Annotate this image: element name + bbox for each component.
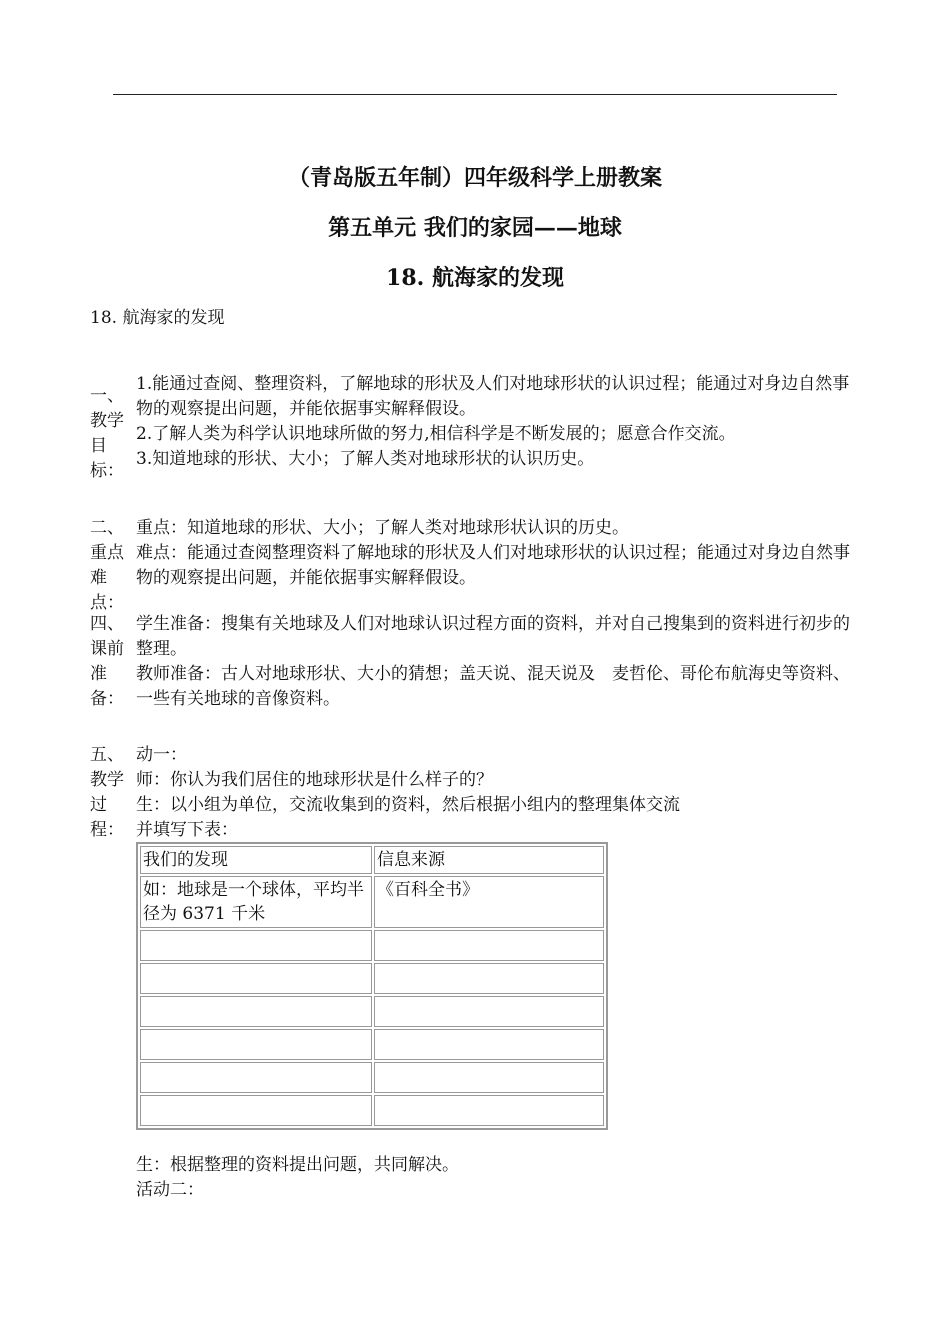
lesson-title: 18. 航海家的发现 xyxy=(386,265,564,291)
table-cell xyxy=(140,1062,372,1093)
section-body xyxy=(136,743,866,843)
table-row xyxy=(140,996,604,1027)
table-cell xyxy=(140,930,372,961)
table-row xyxy=(140,963,604,994)
process-line: 生：以小组为单位，交流收集到的资料，然后根据小组内的整理集体交流 xyxy=(136,795,680,815)
table-cell xyxy=(140,996,372,1027)
section-label: 二、重点难点： xyxy=(90,518,124,613)
column-header-source: 信息来源 xyxy=(374,846,604,874)
section-label: 四、课前准备： xyxy=(90,614,124,709)
difficulty-line: 难点：能通过查阅整理资料了解地球的形状及人们对地球形状的认识过程；能通过对身边自然事物的观察提出问题，并能依据事实解释假设。 xyxy=(136,543,850,588)
section-body xyxy=(136,516,866,591)
table-cell xyxy=(374,963,604,994)
table-header-row xyxy=(140,846,604,874)
key-point-line: 重点：知道地球的形状、大小；了解人类对地球形状认识的历史。 xyxy=(136,518,629,538)
objective-line: 2.了解人类为科学认识地球所做的努力,相信科学是不断发展的；愿意合作交流。 xyxy=(136,424,736,444)
table-cell xyxy=(374,996,604,1027)
teacher-prep-line: 教师准备：古人对地球形状、大小的猜想；盖天说、混天说及 麦哲伦、哥伦布航海史等资料、一些有关地球的音像资料。 xyxy=(136,664,850,709)
after-table-line: 生：根据整理的资料提出问题，共同解决。 xyxy=(136,1155,459,1175)
table-cell: 如：地球是一个球体，平均半径为 6371 千米 xyxy=(140,876,372,928)
table-cell: 《百科全书》 xyxy=(374,876,604,928)
table-cell xyxy=(374,930,604,961)
process-line: 并填写下表： xyxy=(136,820,238,840)
table-cell xyxy=(374,1029,604,1060)
process-line: 动一： xyxy=(136,745,187,765)
section-body xyxy=(136,372,866,472)
discovery-table xyxy=(136,842,608,1130)
process-line: 师：你认为我们居住的地球形状是什么样子的？ xyxy=(136,770,493,790)
table-row xyxy=(140,1062,604,1093)
table-row xyxy=(140,930,604,961)
table-row xyxy=(140,876,604,928)
section-label: 五、教学过程： xyxy=(90,745,124,840)
document-title: （青岛版五年制）四年级科学上册教案 xyxy=(287,165,662,191)
table-cell xyxy=(140,1095,372,1126)
table-row xyxy=(140,1095,604,1126)
lesson-subtitle: 18. 航海家的发现 xyxy=(90,308,225,328)
header-rule xyxy=(113,94,837,95)
objective-line: 3.知道地球的形状、大小；了解人类对地球形状的认识历史。 xyxy=(136,449,595,469)
section-label: 一、教学目标： xyxy=(90,386,124,481)
table-cell xyxy=(374,1095,604,1126)
column-header-discovery: 我们的发现 xyxy=(140,846,372,874)
student-prep-line: 学生准备：搜集有关地球及人们对地球认识过程方面的资料，并对自己搜集到的资料进行初步的整理。 xyxy=(136,614,850,659)
section-body xyxy=(136,612,866,712)
objective-line: 1.能通过查阅、整理资料，了解地球的形状及人们对地球形状的认识过程；能通过对身边自然事物的观察提出问题，并能依据事实解释假设。 xyxy=(136,374,850,419)
table-row xyxy=(140,1029,604,1060)
table-cell xyxy=(140,1029,372,1060)
table-cell xyxy=(140,963,372,994)
table-cell xyxy=(374,1062,604,1093)
unit-title: 第五单元 我们的家园——地球 xyxy=(328,215,622,241)
activity-two-heading: 活动二： xyxy=(136,1180,204,1200)
